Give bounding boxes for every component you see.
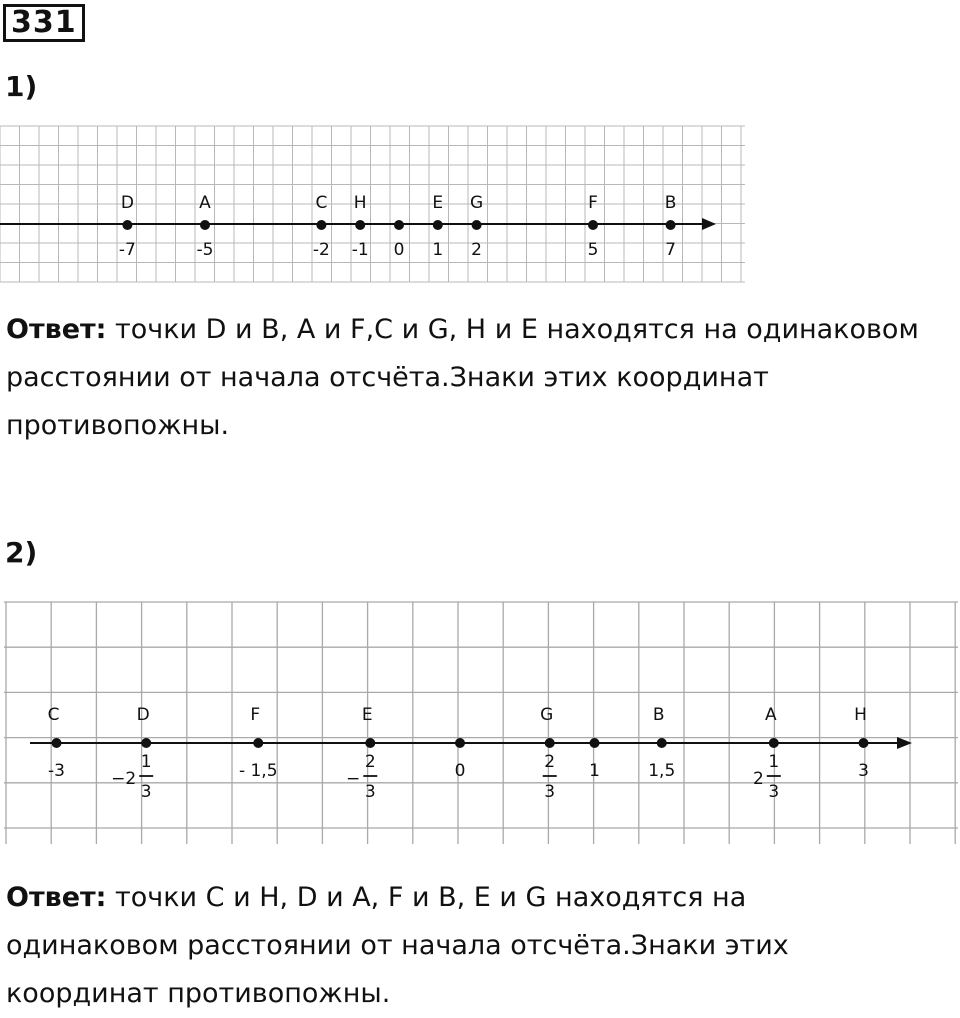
fraction-numerator: 1 xyxy=(140,752,152,772)
fraction-denominator: 3 xyxy=(140,782,152,802)
point-dot xyxy=(588,220,598,230)
point-dot xyxy=(365,738,375,748)
point-letter: F xyxy=(588,193,598,213)
point-letter: A xyxy=(764,705,777,725)
point-coordinate: 5 xyxy=(587,240,599,260)
answer-1-label: Ответ: xyxy=(6,314,107,345)
part-1-label: 1) xyxy=(5,70,38,103)
point-letter: D xyxy=(136,705,150,725)
answer-2 xyxy=(6,874,956,1018)
point-a xyxy=(753,705,781,802)
point-letter: E xyxy=(432,193,444,213)
point-coordinate: 1 xyxy=(589,761,600,781)
point-coordinate: -3 xyxy=(48,761,65,781)
fraction-numerator: 1 xyxy=(768,752,780,772)
fraction-whole-part: −2 xyxy=(111,769,137,789)
answer-1-line-3: противопожны. xyxy=(6,410,230,441)
point-letter: F xyxy=(250,705,261,725)
point-dot xyxy=(545,738,555,748)
point-coordinate: - 1,5 xyxy=(238,761,278,781)
point-coordinate: -1 xyxy=(351,240,369,260)
point-dot xyxy=(433,220,443,230)
point-dot xyxy=(253,738,263,748)
point-dot xyxy=(472,220,482,230)
number-line-2-points xyxy=(30,705,912,802)
fraction-numerator: 2 xyxy=(364,752,376,772)
point-dot xyxy=(52,738,62,748)
point-e xyxy=(346,705,377,802)
point-dot xyxy=(394,220,404,230)
number-line-1-points xyxy=(0,193,716,260)
number-line-2 xyxy=(0,600,960,848)
answer-1 xyxy=(6,306,956,450)
fraction-denominator: 3 xyxy=(768,782,780,802)
point-d xyxy=(119,193,136,260)
point-letter: H xyxy=(353,193,367,213)
point-dot xyxy=(666,220,676,230)
point-dot xyxy=(141,738,151,748)
point-g xyxy=(470,193,483,260)
point-coordinate: 0 xyxy=(393,240,405,260)
point-letter: H xyxy=(854,705,867,725)
answer-2-line-3: координат противопожны. xyxy=(6,978,391,1009)
answer-1-line-1: точки D и B, A и F,C и G, H и E находятся на одинаковом xyxy=(106,314,919,345)
axis-arrow xyxy=(702,218,716,230)
fraction-whole-part: − xyxy=(346,769,361,789)
point-coordinate: 2 xyxy=(471,240,483,260)
point-value-1 xyxy=(589,738,600,781)
point-dot xyxy=(590,738,600,748)
point-letter: B xyxy=(664,193,677,213)
problem-number: 331 xyxy=(3,4,85,42)
point-g xyxy=(540,705,557,802)
point-b xyxy=(665,193,677,260)
point-origin xyxy=(394,220,405,260)
point-coordinate: 7 xyxy=(665,240,677,260)
part-2-label: 2) xyxy=(5,536,38,569)
fraction-denominator: 3 xyxy=(364,782,376,802)
grid-1 xyxy=(0,126,745,282)
point-coordinate: -7 xyxy=(118,240,136,260)
fraction-numerator: 2 xyxy=(544,752,556,772)
point-value-0 xyxy=(455,738,466,781)
point-dot xyxy=(200,220,210,230)
point-a xyxy=(197,193,214,260)
point-dot xyxy=(657,738,667,748)
point-dot xyxy=(316,220,326,230)
fraction-denominator: 3 xyxy=(544,782,556,802)
point-coordinate: 0 xyxy=(454,761,466,781)
point-letter: B xyxy=(652,705,665,725)
point-dot xyxy=(859,738,869,748)
point-letter: C xyxy=(47,705,60,725)
point-c xyxy=(313,193,330,260)
point-dot xyxy=(769,738,779,748)
point-coordinate: 3 xyxy=(858,761,869,781)
answer-2-line-2: одинаковом расстоянии от начала отсчёта.Знаки этих xyxy=(6,930,789,961)
point-letter: C xyxy=(315,193,328,213)
point-h xyxy=(352,193,369,260)
point-coordinate: 1,5 xyxy=(648,761,676,781)
point-letter: G xyxy=(540,705,554,725)
answer-2-line-1: точки C и H, D и A, F и B, E и G находятся на xyxy=(106,882,747,913)
answer-1-line-2: расстоянии от начала отсчёта.Знаки этих координат xyxy=(6,362,769,393)
number-line-1 xyxy=(0,122,760,290)
fraction-whole-part: 2 xyxy=(752,769,764,789)
point-d xyxy=(111,705,153,802)
point-letter: G xyxy=(470,193,484,213)
point-coordinate: 1 xyxy=(432,240,444,260)
point-dot xyxy=(122,220,132,230)
answer-2-label: Ответ: xyxy=(6,882,107,913)
point-e xyxy=(432,193,443,260)
point-letter: A xyxy=(199,193,211,213)
point-dot xyxy=(455,738,465,748)
point-coordinate: -5 xyxy=(196,240,214,260)
point-letter: E xyxy=(361,705,373,725)
point-letter: D xyxy=(120,193,134,213)
point-dot xyxy=(355,220,365,230)
point-f xyxy=(588,193,599,260)
point-coordinate: -2 xyxy=(312,240,330,260)
